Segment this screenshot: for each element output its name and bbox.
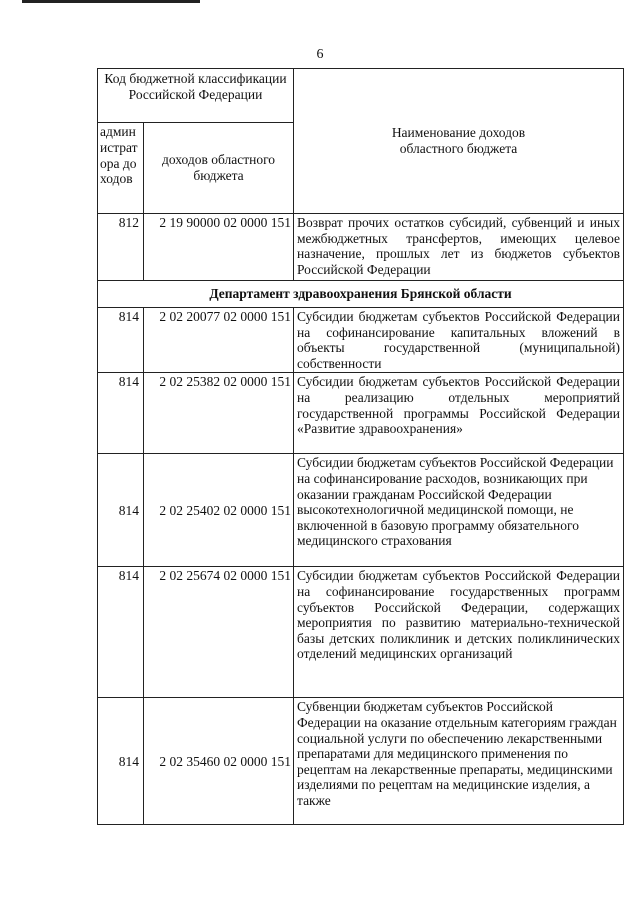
header-name-cell bbox=[294, 69, 624, 214]
income-code: 2 02 25382 02 0000 151 bbox=[144, 373, 294, 454]
budget-classification-table bbox=[97, 68, 624, 825]
income-name: Субсидии бюджетам субъектов Российской Федерации на софинансирование государственных программ субъектов Российской Федерации, содержащих мероприятия по развитию материально-технической базы детских поликлиник и детских поликлинических отделений медицинских организаций bbox=[294, 567, 624, 698]
admin-code: 812 bbox=[98, 214, 144, 281]
table-row bbox=[98, 308, 624, 373]
header-income-label: доходов областного бюджета bbox=[161, 152, 276, 183]
top-rule bbox=[22, 0, 200, 3]
table-row bbox=[98, 567, 624, 698]
income-name: Субсидии бюджетам субъектов Российской Федерации на софинансирование капитальных вложений в объекты государственной (муниципальной) собственности bbox=[294, 308, 624, 373]
page-number: 6 bbox=[316, 47, 324, 62]
admin-code: 814 bbox=[98, 373, 144, 454]
income-name: Субсидии бюджетам субъектов Российской Федерации на софинансирование расходов, возникающих при оказании гражданам Российской Федерации высокотехнологичной медицинской помощи, не включенной в базовую программу обязательного медицинского страхования bbox=[294, 454, 624, 567]
income-code: 2 19 90000 02 0000 151 bbox=[144, 214, 294, 281]
header-name-label: Наименование доходов областного бюджета bbox=[391, 125, 526, 156]
income-name: Возврат прочих остатков субсидий, субвенций и иных межбюджетных трансфертов, имеющих целевое назначение, прошлых лет из бюджетов субъектов Российской Федерации bbox=[294, 214, 624, 281]
department-title: Департамент здравоохранения Брянской области bbox=[98, 281, 624, 308]
admin-code: 814 bbox=[98, 454, 144, 567]
table-row bbox=[98, 698, 624, 825]
income-code: 2 02 35460 02 0000 151 bbox=[144, 698, 294, 825]
income-code: 2 02 25402 02 0000 151 bbox=[144, 454, 294, 567]
admin-code: 814 bbox=[98, 698, 144, 825]
admin-code: 814 bbox=[98, 567, 144, 698]
income-name: Субвенции бюджетам субъектов Российской Федерации на оказание отдельным категориям граждан социальной услуги по обеспечению лекарственными препаратами для медицинского применения по рецептам на лекарственные препараты, медицинскими изделиями по рецептам на медицинские изделия, а также bbox=[294, 698, 624, 825]
income-name: Субсидии бюджетам субъектов Российской Федерации на реализацию отдельных мероприятий государственной программы Российской Федерации «Развитие здравоохранения» bbox=[294, 373, 624, 454]
table-header-row bbox=[98, 69, 624, 123]
income-code: 2 02 20077 02 0000 151 bbox=[144, 308, 294, 373]
table-row bbox=[98, 214, 624, 281]
admin-code: 814 bbox=[98, 308, 144, 373]
table-row bbox=[98, 454, 624, 567]
header-group-cell bbox=[98, 69, 294, 123]
header-admin-cell bbox=[98, 123, 144, 214]
table-row bbox=[98, 373, 624, 454]
header-admin-label: администратора доходов bbox=[100, 124, 138, 187]
header-group-label: Код бюджетной классификации Российской Федерации bbox=[104, 71, 287, 102]
department-row bbox=[98, 281, 624, 308]
header-income-cell bbox=[144, 123, 294, 214]
income-code: 2 02 25674 02 0000 151 bbox=[144, 567, 294, 698]
